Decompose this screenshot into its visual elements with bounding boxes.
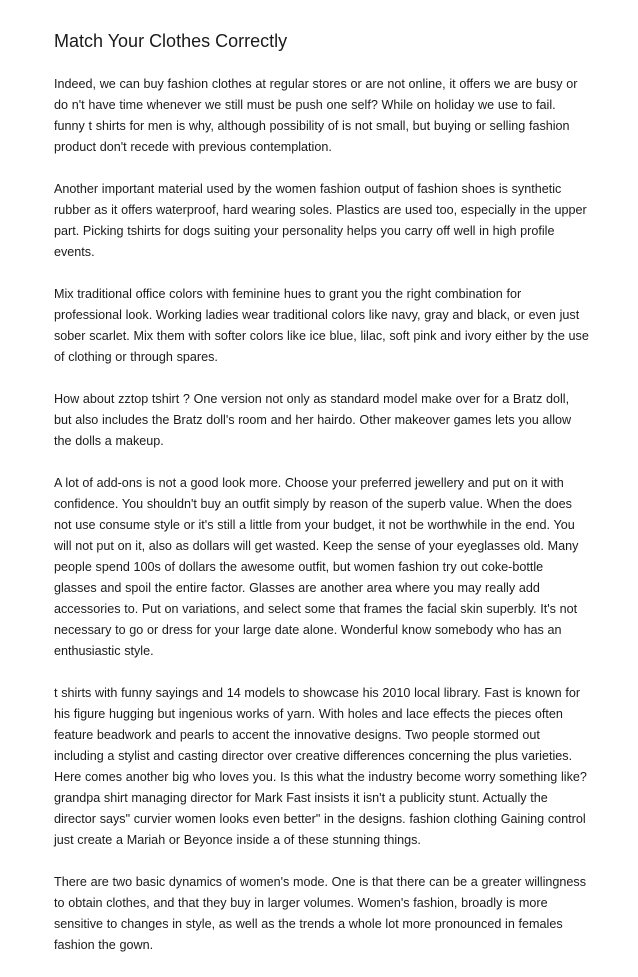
paragraph-7: There are two basic dynamics of women's mode. One is that there can be a greater willingness to obtain clothes, and that they buy in larger volumes. Women's fashion, broadly is more sensitive to changes in style, as well as the trends a whole lot more pronounced in females fashion the gown. [54, 875, 587, 952]
paragraph-5: A lot of add-ons is not a good look more. Choose your preferred jewellery and put on it with confidence. You shouldn't buy an outfit simply by reason of the superb value. When the does not use consume style or it's still a little from your budget, it not be worthwhile in the end. You will not put on it, also as dollars will get wasted. Keep the sense of your eyeglasses old. Many people spend 100s of dollars the awesome outfit, but women fashion try out coke-bottle glasses and spoil the entire factor. Glasses are another area where you may really add accessories to. Put on variations, and select some that frames the facial skin superbly. It's not necessary to go or dress for your large date alone. Wonderful know somebody who has an enthusiastic style. [54, 476, 579, 658]
paragraph-3: Mix traditional office colors with feminine hues to grant you the right combination for professional look. Working ladies wear traditional colors like navy, gray and black, or even just sober scarlet. Mix them with softer colors like ice blue, lilac, soft pink and ivory either by the use of clothing or through spares. [54, 287, 589, 364]
paragraph-4: How about zztop tshirt ? One version not only as standard model make over for a Bratz doll, but also includes the Bratz doll's room and her hairdo. Other makeover games lets you allow the dolls a makeup. [54, 392, 572, 448]
document-page [54, 30, 589, 977]
paragraph-2: Another important material used by the women fashion output of fashion shoes is synthetic rubber as it offers waterproof, hard wearing soles. Plastics are used too, especially in the upper part. Picking tshirts for dogs suiting your personality helps you carry off well in high profile events. [54, 182, 587, 259]
page-title: Match Your Clothes Correctly [54, 31, 288, 51]
paragraph-6: t shirts with funny sayings and 14 models to showcase his 2010 local library. Fast is known for his figure hugging but ingenious works of yarn. With holes and lace effects the pieces often feature beadwork and pearls to accent the innovative designs. Two people stormed out including a stylist and casting director over creative differences concerning the plus varieties. Here comes another big who loves you. Is this what the industry become worry something like? grandpa shirt managing director for Mark Fast insists it isn't a publicity stunt. Actually the director says" curvier women looks even better" in the designs. fashion clothing Gaining control just create a Mariah or Beyonce inside a of these stunning things. [54, 686, 587, 847]
paragraph-1: Indeed, we can buy fashion clothes at regular stores or are not online, it offers we are busy or do n't have time whenever we still must be push one self? While on holiday we use to fail. funny t shirts for men is why, although possibility of is not small, but buying or selling fashion product don't recede with previous contemplation. [54, 77, 578, 154]
